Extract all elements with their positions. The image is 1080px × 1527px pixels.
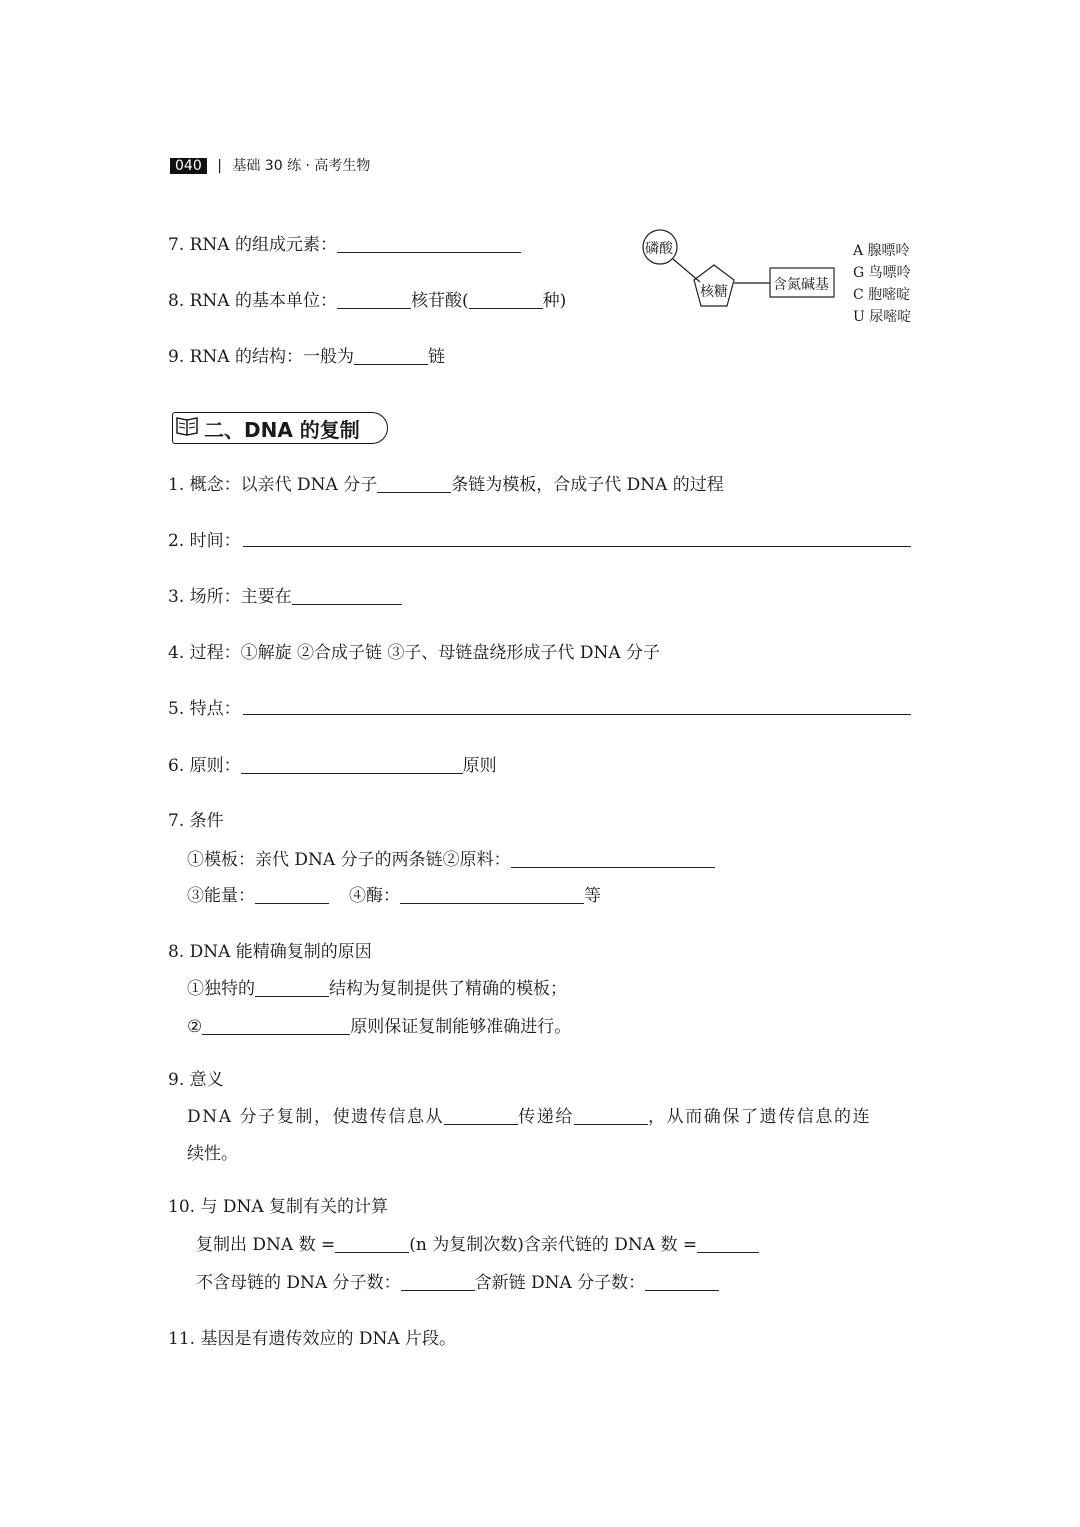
blank[interactable]	[574, 1107, 648, 1125]
dna-q10-text-c: 不含母链的 DNA 分子数：	[196, 1273, 401, 1293]
base-u: U 尿嘧啶	[853, 309, 912, 325]
dna-q10-text-d: 含新链 DNA 分子数：	[474, 1273, 646, 1293]
dna-q7-line1	[187, 845, 715, 870]
blank[interactable]	[354, 347, 428, 365]
rna-q9-text: 9. RNA 的结构：一般为	[168, 347, 354, 367]
dna-q8-line1	[187, 974, 567, 999]
dna-q7-template-text: ①模板：亲代 DNA 分子的两条链②原料：	[187, 850, 511, 870]
blank[interactable]	[335, 1235, 409, 1253]
dna-q11: 11. 基因是有遗传效应的 DNA 片段。	[168, 1329, 457, 1349]
base-label: 含氮碱基	[773, 277, 829, 293]
dna-q10-text-b: (n 为复制次数)含亲代链的 DNA 数 =	[409, 1235, 698, 1255]
dna-q8-text-b: 结构为复制提供了精确的模板；	[329, 979, 567, 999]
base-a: A 腺嘌呤	[853, 243, 910, 259]
dna-q1-text-b: 条链为模板，合成子代 DNA 的过程	[451, 475, 724, 495]
book-icon	[174, 414, 202, 440]
nucleotide-diagram	[0, 0, 1080, 340]
dna-q8-text-a: ①独特的	[187, 979, 255, 999]
dna-q10-text-a: 复制出 DNA 数 =	[196, 1235, 336, 1255]
section-title: 二、DNA 的复制	[204, 418, 360, 442]
dna-q6-text: 6. 原则：	[168, 756, 241, 776]
dna-q6-text-b: 原则	[462, 756, 497, 776]
blank[interactable]	[444, 1107, 518, 1125]
dna-q7-etc-text: 等	[584, 886, 601, 906]
dna-q10-line2	[196, 1268, 719, 1293]
dna-q8: 8. DNA 能精确复制的原因	[168, 942, 372, 962]
blank[interactable]	[400, 886, 584, 904]
dna-q9-line2: 续性。	[187, 1144, 238, 1164]
dna-q9-text-c: ，从而确保了遗传信息的连	[648, 1107, 872, 1127]
base-g: G 鸟嘌呤	[853, 265, 911, 281]
dna-q7-line2	[187, 881, 601, 906]
rna-q8-text-c: 种)	[542, 291, 567, 311]
dna-q10: 10. 与 DNA 复制有关的计算	[168, 1197, 389, 1217]
dna-q2: 2. 时间：	[168, 531, 241, 551]
dna-q9-text-a: DNA 分子复制，使遗传信息从	[187, 1107, 445, 1127]
dna-q6	[168, 751, 497, 776]
base-c: C 胞嘧啶	[853, 287, 911, 303]
answer-line[interactable]	[243, 714, 911, 715]
dna-q9: 9. 意义	[168, 1070, 224, 1090]
blank[interactable]	[255, 886, 329, 904]
dna-q7-enzyme-text: ④酶：	[349, 886, 400, 906]
dna-q8-line2	[187, 1012, 571, 1037]
phosphate-label: 磷酸	[645, 241, 673, 257]
dna-q3-text: 3. 场所：主要在	[168, 587, 292, 607]
blank[interactable]	[511, 850, 715, 868]
blank[interactable]	[241, 756, 463, 774]
blank[interactable]	[202, 1017, 350, 1035]
blank[interactable]	[377, 475, 451, 493]
rna-q8-text: 8. RNA 的基本单位：	[168, 291, 337, 311]
header-separator: |	[217, 158, 222, 174]
rna-q9	[168, 342, 445, 367]
blank[interactable]	[255, 979, 329, 997]
ribose-label: 核糖	[700, 284, 728, 300]
dna-q10-line1	[196, 1230, 759, 1255]
blank[interactable]	[645, 1273, 719, 1291]
dna-q7-energy-text: ③能量：	[187, 886, 255, 906]
page-number: 040	[170, 158, 207, 174]
dna-q9-text-b: 传递给	[518, 1107, 574, 1127]
dna-q8-text-c: ②	[187, 1017, 203, 1037]
dna-q1	[168, 470, 724, 495]
dna-q7: 7. 条件	[168, 811, 224, 831]
dna-q3	[168, 582, 402, 607]
rna-q9-text-b: 链	[427, 347, 445, 367]
dna-q8-text-d: 原则保证复制能够准确进行。	[350, 1017, 572, 1037]
rna-q7-text: 7. RNA 的组成元素：	[168, 235, 337, 255]
dna-q5: 5. 特点：	[168, 699, 241, 719]
blank[interactable]	[292, 587, 402, 605]
dna-q9-line1	[187, 1102, 871, 1127]
blank[interactable]	[401, 1273, 475, 1291]
dna-q1-text: 1. 概念：以亲代 DNA 分子	[168, 475, 378, 495]
dna-q4: 4. 过程：①解旋 ②合成子链 ③子、母链盘绕形成子代 DNA 分子	[168, 643, 661, 663]
blank[interactable]	[697, 1235, 759, 1253]
book-title: 基础 30 练 · 高考生物	[232, 158, 371, 174]
answer-line[interactable]	[243, 546, 911, 547]
rna-q8-text-b: 核苷酸(	[410, 291, 469, 311]
